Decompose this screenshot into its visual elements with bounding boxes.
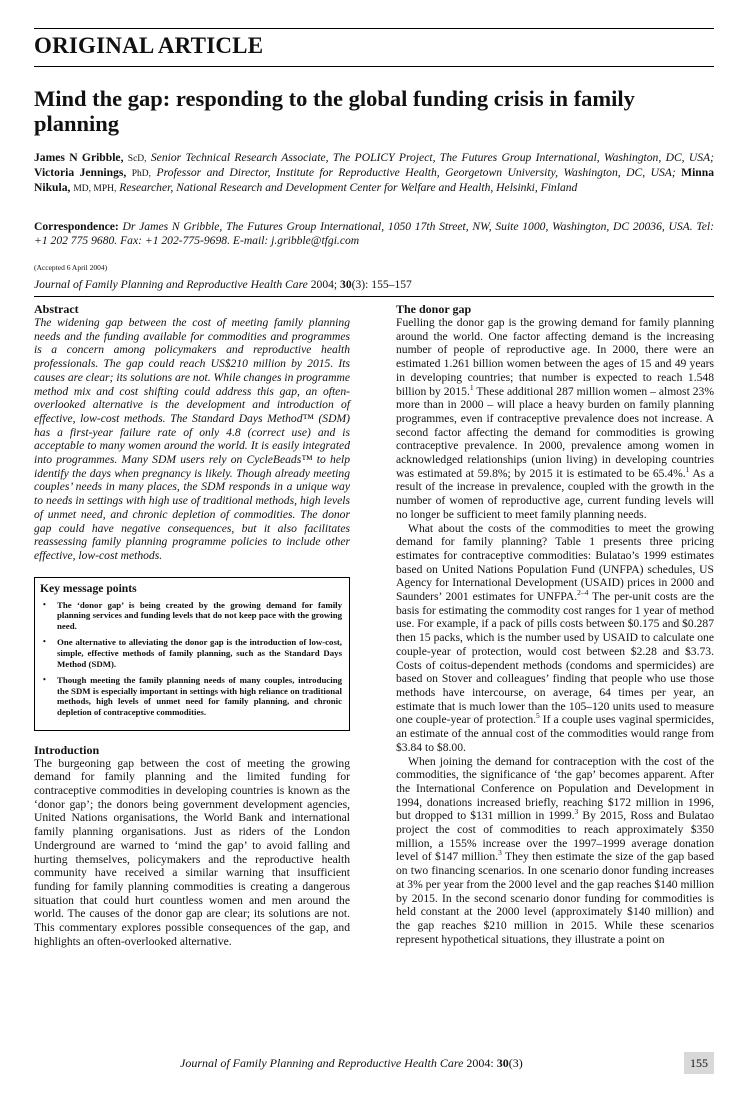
- list-item: [40, 600, 342, 632]
- text-run: These additional 287 million women – almost 23% more than in 2000 – will place a heavy burden on family planning programmes, even if contraceptive prevalence does not increase. A second factor affecting the demand for commodities is growing contraceptive prevalence. In 2000, prevalence among women in acknowledged relationships (union living) in developing countries was estimated at 59.8%; by 2015 it is estimated to be 65.4%.: [396, 384, 714, 480]
- reference-mark: 3: [498, 848, 502, 858]
- author-name: Minna Nikula,: [34, 166, 714, 194]
- abstract-text: The widening gap between the cost of meeting family planning needs and the funding available for commodities and programmes is a concern among policymakers and reproductive health professionals. The gap could reach US$210 million by 2015. Its causes are clear; its solutions are not. While changes in programme method mix and cost shifting could address this gap, an often-overlooked alternative is the development and introduction of effective, low-cost methods. The Standard Days Method™ (SDM) has a first-year failure rate of only 4.8 (correct use) and is acceptable to many women around the world. It is easily integrated into programmes. Many SDM users rely on CycleBeads™ to help identify the days when pregnancy is likely. Though already meeting couples’ needs in many places, the SDM responds in a unique way to needs in settings with high use of traditional methods, high levels of unmet need, and chronic depletion of commodities. The donor gap could have negative consequences, but it also facilitates reassessing family planning programme policies to include other effective, low-cost methods.: [34, 316, 350, 562]
- top-rule: [34, 28, 714, 29]
- list-item: [40, 637, 342, 669]
- author-list: [34, 151, 714, 196]
- donor-gap-heading: The donor gap: [396, 302, 472, 316]
- text-run: As a result of the increase in prevalence, coupled with the growth in the number of women of reproductive age, current funding levels will no longer be sufficient to meet family planning needs.: [396, 466, 714, 521]
- page-number: 155: [684, 1052, 714, 1074]
- author-name: James N Gribble,: [34, 151, 124, 164]
- reference-mark: 1: [685, 464, 690, 474]
- list-item: [40, 675, 342, 717]
- footer-year: 2004:: [466, 1056, 494, 1070]
- body-paragraph: [396, 522, 714, 755]
- accepted-date: (Accepted 6 April 2004): [34, 263, 108, 272]
- introduction-heading: Introduction: [34, 742, 100, 757]
- citation-volume: 30: [340, 278, 352, 291]
- footer-issue: (3): [508, 1056, 523, 1070]
- text-run: Fuelling the donor gap is the growing demand for family planning around the world. One factor affecting demand is the increasing number of people of reproductive age. In 2000, there were an estimated 1.261 billion women between the ages of 15 and 49 years in developing countries; that number is expected to reach 1.548 billion by 2015.: [396, 316, 714, 398]
- body-paragraph: [396, 755, 714, 947]
- bullet-icon: •: [43, 675, 46, 685]
- author-degree: MD, MPH,: [73, 184, 117, 194]
- key-message-text: Though meeting the family planning needs of many couples, introducing the SDM is especially important in settings with high reliance on traditional methods, high levels of unmet need for family planning, and chronic depletion of contraceptive commodities.: [57, 675, 342, 717]
- correspondence-text: Dr James N Gribble, The Futures Group International, 1050 17th Street, NW, Suite 1000, Washington, DC 20036, USA. Tel: +1 202 775 9680. Fax: +1 202-775-9698. E-mail: j.gribble@tfgi.com: [34, 220, 714, 247]
- key-message-text: The ‘donor gap’ is being created by the growing demand for family planning services and funding levels that do not keep pace with the growing need.: [57, 599, 342, 631]
- reference-mark: 1: [469, 382, 474, 392]
- left-column: [34, 302, 350, 948]
- text-run: What about the costs of the commodities to meet the growing demand for family planning? Table 1 presents three pricing estimates for contraceptive commodities: Bulatao’s 1999 estimates based on United Nations Population Fund (UNFPA) schedules, US Agency for International Development (USAID) prices in 2000 and Saunders’ 2001 estimates for UNFPA.: [396, 521, 714, 604]
- citation-journal: Journal of Family Planning and Reproductive Health Care: [34, 278, 308, 291]
- footer-journal: Journal of Family Planning and Reproductive Health Care: [180, 1056, 464, 1070]
- section-rule: [34, 66, 714, 67]
- text-run: If a couple uses vaginal spermicides, an estimate of the annual cost of the commodities would range from $3.84 to $8.00.: [396, 713, 714, 754]
- bullet-icon: •: [43, 599, 46, 609]
- introduction-text: The burgeoning gap between the cost of meeting the growing demand for family planning and the limited funding for contraceptive commodities in developing countries is known as the ‘donor gap’; the donors being government development agencies, United Nations organisations, the World Bank and international family planning organisations. Just as riders of the London Underground are warned to ‘mind the gap’ to avoid falling and hurting themselves, policymakers and the reproductive health community have received a similar warning that insufficient funding for family planning commodities is creating a dangerous situation that could hurt countless women and men around the world. The causes of the donor gap are clear; its solutions are not. This commentary explores possible consequences of the gap, and highlights an often-overlooked alternative.: [34, 756, 350, 948]
- article-title: Mind the gap: responding to the global funding crisis in family planning: [34, 86, 635, 136]
- reference-mark: 2–4: [577, 588, 589, 598]
- right-column: [396, 302, 715, 946]
- correspondence: [34, 220, 714, 248]
- footer-citation: [180, 1056, 523, 1071]
- author-affiliation: Professor and Director, Institute for Reproductive Health, Georgetown University, Washington, DC, USA;: [156, 166, 676, 179]
- author-name: Victoria Jennings,: [34, 166, 127, 179]
- author-degree: PhD,: [131, 169, 152, 179]
- reference-mark: 5: [536, 711, 540, 721]
- bullet-icon: •: [43, 637, 46, 647]
- key-message-text: One alternative to alleviating the donor gap is the introduction of low-cost, simple, effective methods of family planning, such as the Standard Days Method (SDM).: [57, 637, 342, 669]
- journal-citation: [34, 278, 714, 292]
- citation-year: 2004;: [310, 278, 338, 291]
- correspondence-label: Correspondence:: [34, 220, 119, 233]
- citation-pages: (3): 155–157: [351, 278, 412, 291]
- abstract-heading: Abstract: [34, 302, 79, 316]
- section-label: ORIGINAL ARTICLE: [34, 33, 264, 58]
- author-degree: ScD,: [127, 154, 147, 164]
- key-message-list: [40, 600, 342, 718]
- key-message-box: [34, 577, 350, 731]
- text-run: They then estimate the size of the gap based on two financing scenarios. In one scenario donor funding increases at 3% per year from the 2000 level and the gap reaches $140 million by 2015. In the second scenario donor funding for commodities is held constant at the 2000 level (approximately $140 million) and the gap reaches $210 million in 2015. While these scenarios represent hypothetical situations, they illustrate a point on: [396, 850, 715, 946]
- text-run: By 2015, Ross and Bulatao project the cost of commodities to reach approximately $350 million, a 155% increase over the 1997–1999 average donation level of $147 million.: [396, 809, 714, 864]
- author-affiliation: Senior Technical Research Associate, The POLICY Project, The Futures Group International, Washington, DC, USA;: [150, 151, 715, 164]
- author-affiliation: Researcher, National Research and Development Center for Welfare and Health, Helsinki, Finland: [119, 181, 578, 194]
- reference-mark: 3: [574, 807, 579, 817]
- footer-volume: 30: [496, 1056, 509, 1070]
- body-paragraph: [396, 316, 714, 522]
- text-run: When joining the demand for contraception with the cost of the commodities, the significance of ‘the gap’ becomes apparent. After the International Conference on Population and Development in 1994, donations increased briefly, reaching $172 million in 1996, but dropped to $131 million in 1999.: [396, 754, 714, 823]
- text-run: The per-unit costs are the basis for estimating the commodity cost ranges for 1 year of method use. For example, if a pack of pills costs between $0.175 and $0.287 then 15 packs, which is the number used by USAID to calculate one couple-year of protection, would cost between $2.28 and $3.73. Costs of coitus-dependent methods (condoms and spermicides) are based on Stover and colleagues’ finding that people who use those methods have intercourse, on average, 64 times per year, an estimate that is much lower than the 105–120 units used to measure one couple-year of protection.: [396, 590, 714, 727]
- citation-rule: [34, 296, 714, 297]
- key-message-heading: Key message points: [40, 581, 137, 595]
